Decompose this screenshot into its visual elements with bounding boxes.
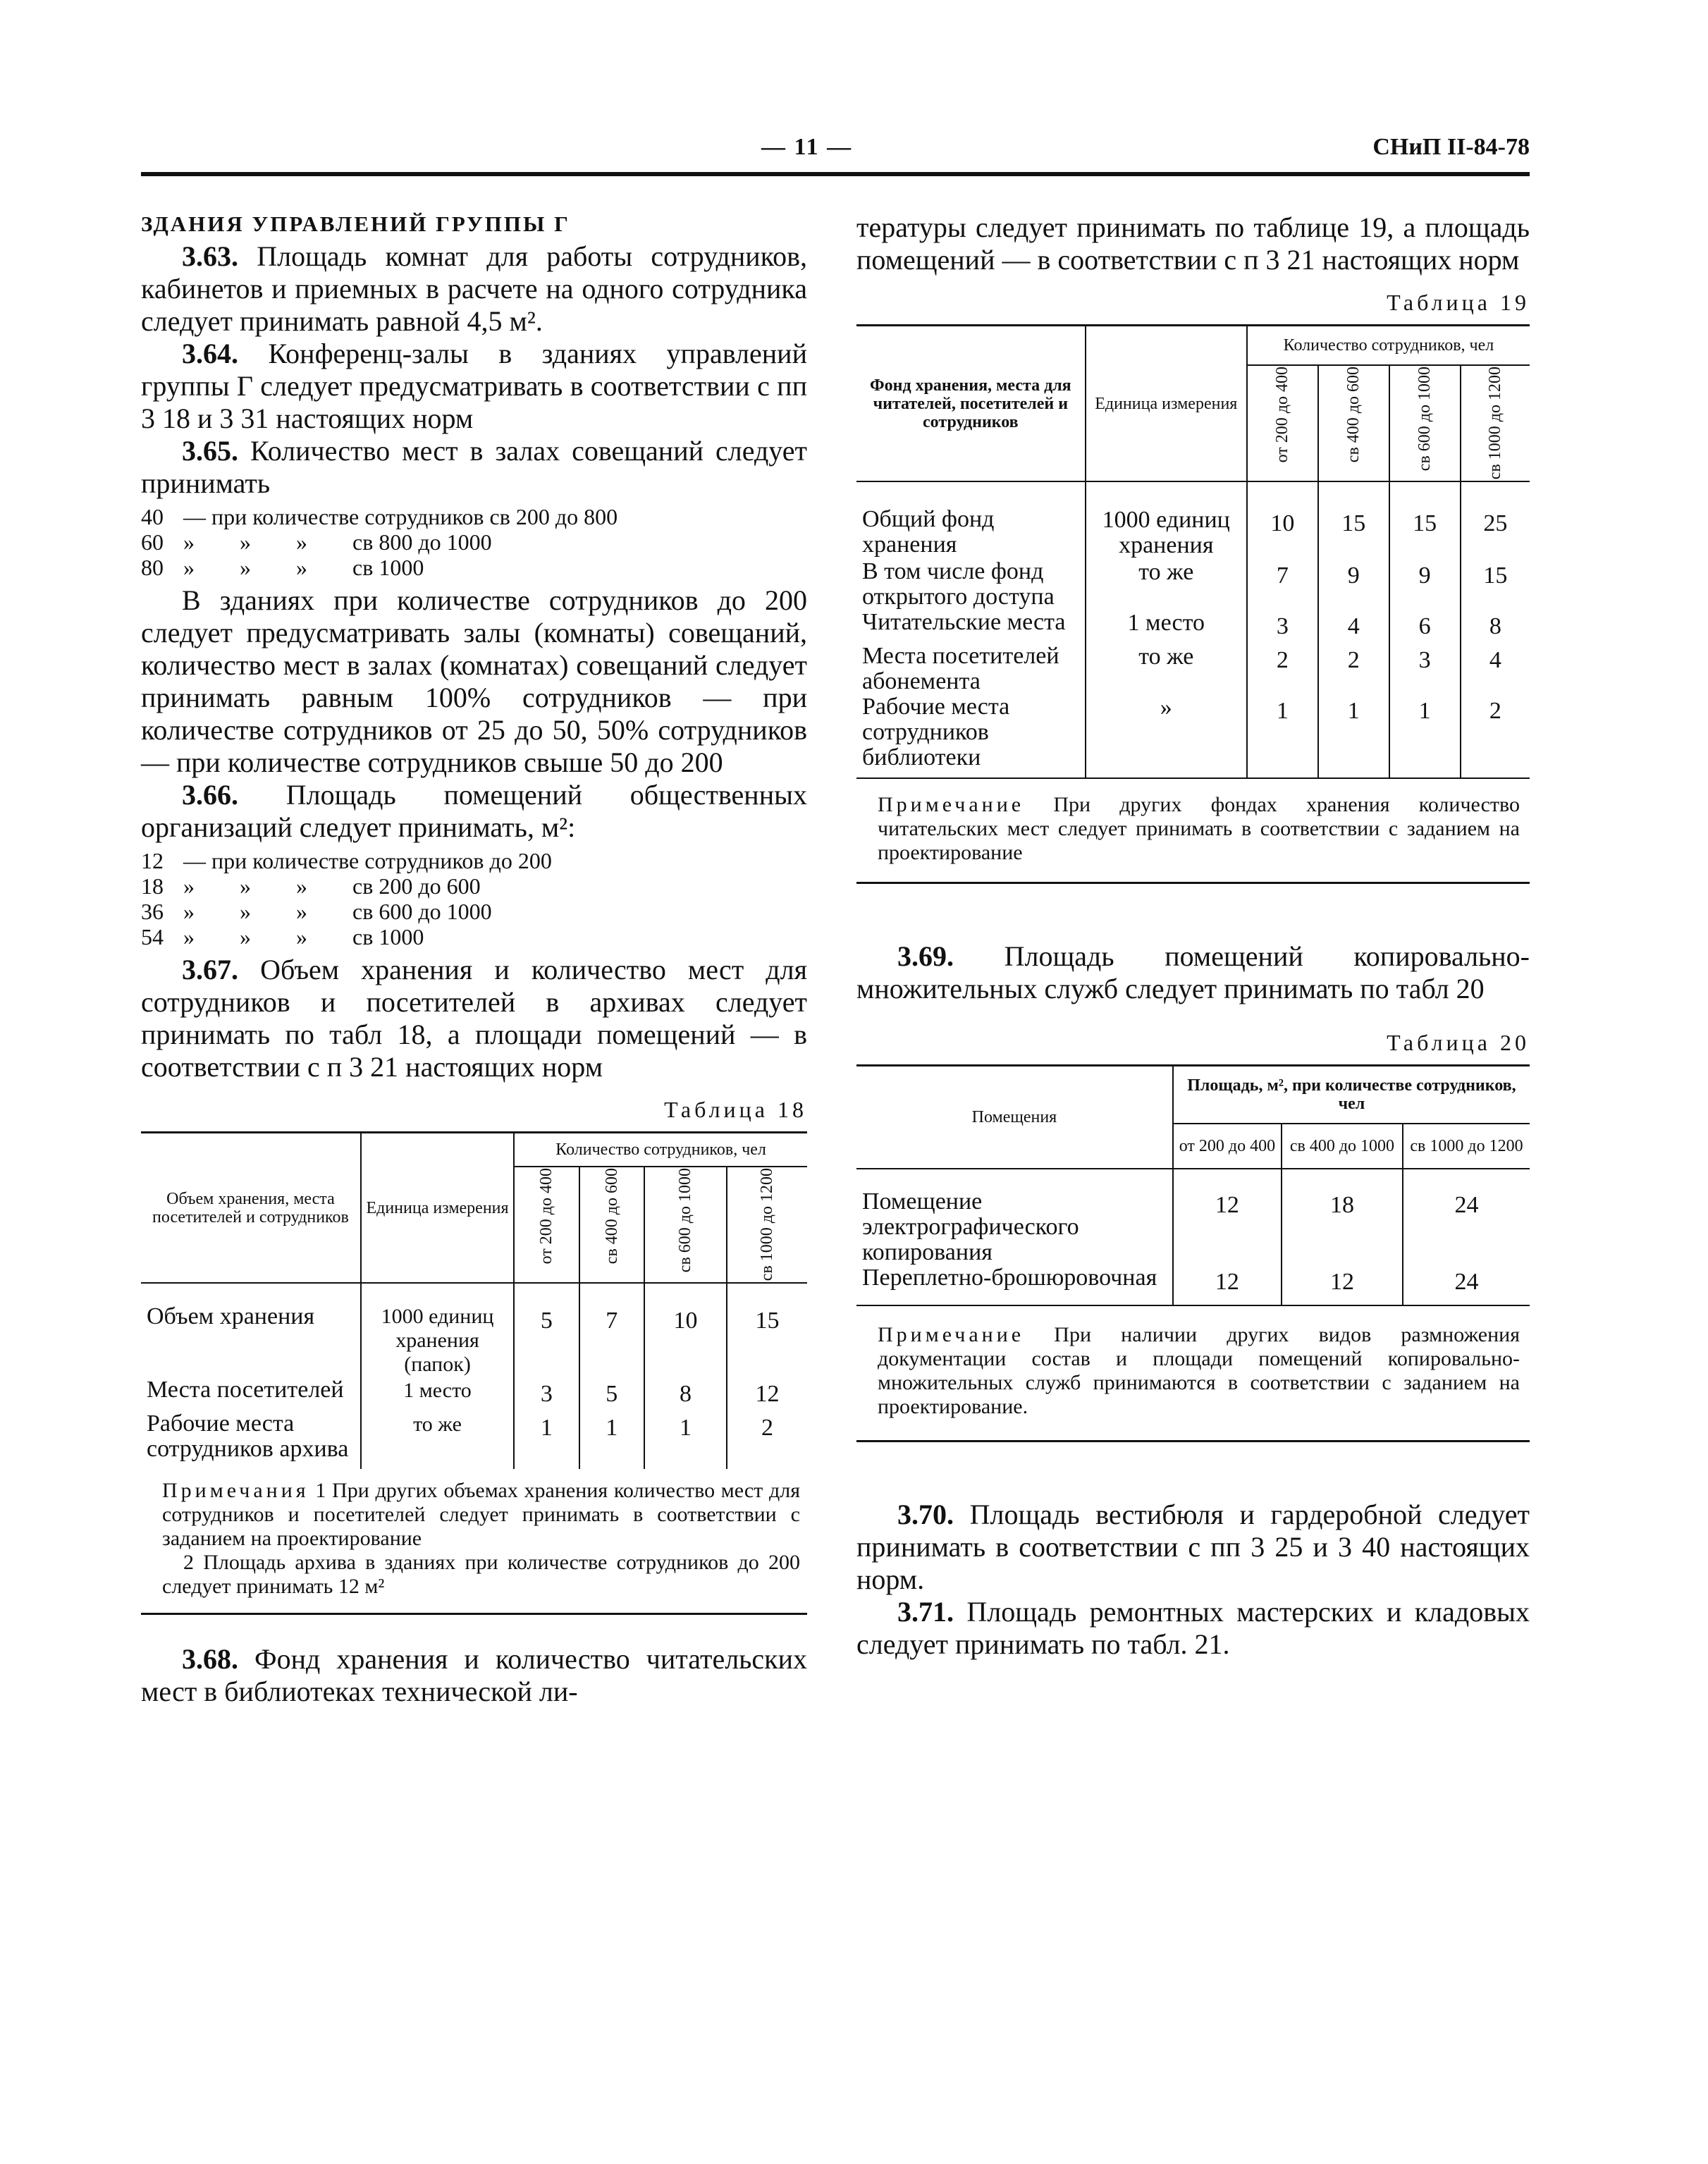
table-19-group-header: Количество сотрудников, чел <box>1247 326 1530 365</box>
table-20-group-header: Площадь, м², при количестве сотрудников, чел <box>1173 1066 1530 1124</box>
table-row: Рабочие места сотрудников библиотеки » 1 1 1 2 <box>856 694 1530 778</box>
paragraph-3-68-cont: тературы следует принимать по таблице 19, а площадь помещений — в соответствии с п 3 21 настоящих норм <box>856 211 1530 276</box>
list-item: 54 » » » св 1000 <box>141 924 424 949</box>
table-18-range: от 200 до 400 <box>537 1168 556 1265</box>
paragraph-3-65-cont: В зданиях при количестве сотрудников до 200 следует предусматривать залы (комнаты) совещаний, количество мест в залах (комнатах) совещаний следует принимать равным 100% сотрудников — при количестве сотрудников от 25 до 50, 50% сотрудников — при количестве сотрудников свыше 50 до 200 <box>141 584 807 778</box>
left-column <box>141 208 807 1708</box>
table-19-range: св 600 до 1000 <box>1415 367 1434 472</box>
list-item: 18 » » » св 200 до 600 <box>141 873 481 899</box>
public-org-area-list <box>141 848 807 949</box>
table-row <box>141 1283 807 1304</box>
paragraph-3-70: 3.70. Площадь вестибюля и гардеробной следует принимать в соответствии с пп 3 25 и 3 40 настоящих норм. <box>856 1499 1530 1595</box>
table-row: Места посетителей 1 место 3 5 8 12 <box>141 1377 807 1411</box>
list-item: 80 » » » св 1000 <box>141 555 424 580</box>
table-row: Общий фонд хранения 1000 единиц хранения 10 15 15 25 <box>856 507 1530 559</box>
table-19-caption: Таблица 19 <box>1387 290 1530 315</box>
table-19-note: Примечание При других фондах хранения количество читательских мест следует принимать в соответствии с заданием на проектирование <box>878 793 1520 864</box>
table-row: Переплетно-брошюровочная 12 12 24 <box>856 1265 1530 1305</box>
table-20-range: от 200 до 400 <box>1173 1124 1282 1169</box>
table-18-caption: Таблица 18 <box>664 1097 807 1122</box>
table-18 <box>141 1131 807 1615</box>
right-column <box>856 211 1530 1661</box>
table-20-range: св 1000 до 1200 <box>1410 1137 1523 1155</box>
table-row: Читательские места 1 место 3 4 6 8 <box>856 610 1530 644</box>
paragraph-3-68: 3.68. Фонд хранения и количество читательских мест в библиотеках технической ли- <box>141 1643 807 1707</box>
table-19-range: св 1000 до 1200 <box>1486 367 1505 480</box>
table-19-range: св 400 до 600 <box>1344 367 1363 463</box>
section-heading: ЗДАНИЯ УПРАВЛЕНИЙ ГРУППЫ Г <box>141 211 570 236</box>
table-18-col-name: Объем хранения, места посетителей и сотрудников <box>141 1133 361 1283</box>
meeting-seats-list <box>141 504 807 580</box>
table-18-note-2: 2 Площадь архива в зданиях при количестве сотрудников до 200 следует принимать 12 м² <box>162 1551 800 1598</box>
paragraph-3-69: 3.69. Площадь помещений копировально-множительных служб следует принимать по табл 20 <box>856 940 1530 1004</box>
page-number: — 11 — <box>761 134 853 160</box>
paragraph-3-71: 3.71. Площадь ремонтных мастерских и кладовых следует принимать по табл. 21. <box>856 1596 1530 1660</box>
table-19-col-name: Фонд хранения, места для читателей, посетителей и сотрудников <box>856 326 1086 481</box>
table-20-caption: Таблица 20 <box>1387 1030 1530 1055</box>
table-row: Объем хранения 1000 единиц хранения (папок) 5 7 10 15 <box>141 1304 807 1377</box>
page-header <box>141 134 1530 176</box>
table-row: Места посетителей абонемента то же 2 2 3 4 <box>856 644 1530 694</box>
table-18-group-header: Количество сотрудников, чел <box>514 1133 807 1167</box>
table-18-col-unit: Единица измерения <box>361 1133 514 1283</box>
header-rule <box>141 172 1530 176</box>
paragraph-3-66: 3.66. Площадь помещений общественных организаций следует принимать, м²: <box>141 779 807 843</box>
paragraph-3-67: 3.67. Объем хранения и количество мест для сотрудников и посетителей в архивах следует принимать по табл 18, а площади помещений — в соответствии с п 3 21 настоящих норм <box>141 954 807 1083</box>
table-18-range: св 400 до 600 <box>602 1168 621 1265</box>
table-19 <box>856 324 1530 884</box>
table-19-range: от 200 до 400 <box>1273 367 1292 463</box>
paragraph-3-64: 3.64. Конференц-залы в зданиях управлений группы Г следует предусматривать в соответствии с пп 3 18 и 3 31 настоящих норм <box>141 338 807 434</box>
table-19-col-unit: Единица измерения <box>1086 326 1247 481</box>
table-20-range: св 400 до 1000 <box>1282 1124 1403 1169</box>
table-20 <box>856 1064 1530 1442</box>
table-18-range: св 1000 до 1200 <box>758 1168 777 1281</box>
list-item: 12 — при количестве сотрудников до 200 <box>141 848 552 873</box>
paragraph-3-63: 3.63. Площадь комнат для работы сотрудников, кабинетов и приемных в расчете на одного сотрудника следует принимать равной 4,5 м². <box>141 240 808 337</box>
table-20-col-name: Помещения <box>856 1066 1173 1169</box>
table-18-note-1: Примечания 1 При других объемах хранения количество мест для сотрудников и посетителей следует принимать в соответствии с заданием на проектирование <box>162 1479 800 1550</box>
table-row: В том числе фонд открытого доступа то же 7 9 9 15 <box>856 559 1530 610</box>
list-item: 40 — при количестве сотрудников св 200 до 800 <box>141 504 618 529</box>
list-item: 60 » » » св 800 до 1000 <box>141 529 492 555</box>
table-18-range: св 600 до 1000 <box>676 1168 695 1273</box>
paragraph-3-65: 3.65. Количество мест в залах совещаний следует принимать <box>141 435 808 499</box>
table-20-note: Примечание При наличии других видов размножения документации состав и площади помещений копировально-множительных служб принимаются в соответствии с заданием на проектирование. <box>878 1323 1520 1418</box>
table-row: Помещение электрографического копирования 12 18 24 <box>856 1169 1530 1265</box>
table-row: Рабочие места сотрудников архива то же 1 1 1 2 <box>141 1411 807 1469</box>
list-item: 36 » » » св 600 до 1000 <box>141 899 492 924</box>
document-code: СНиП II-84-78 <box>1372 134 1530 160</box>
